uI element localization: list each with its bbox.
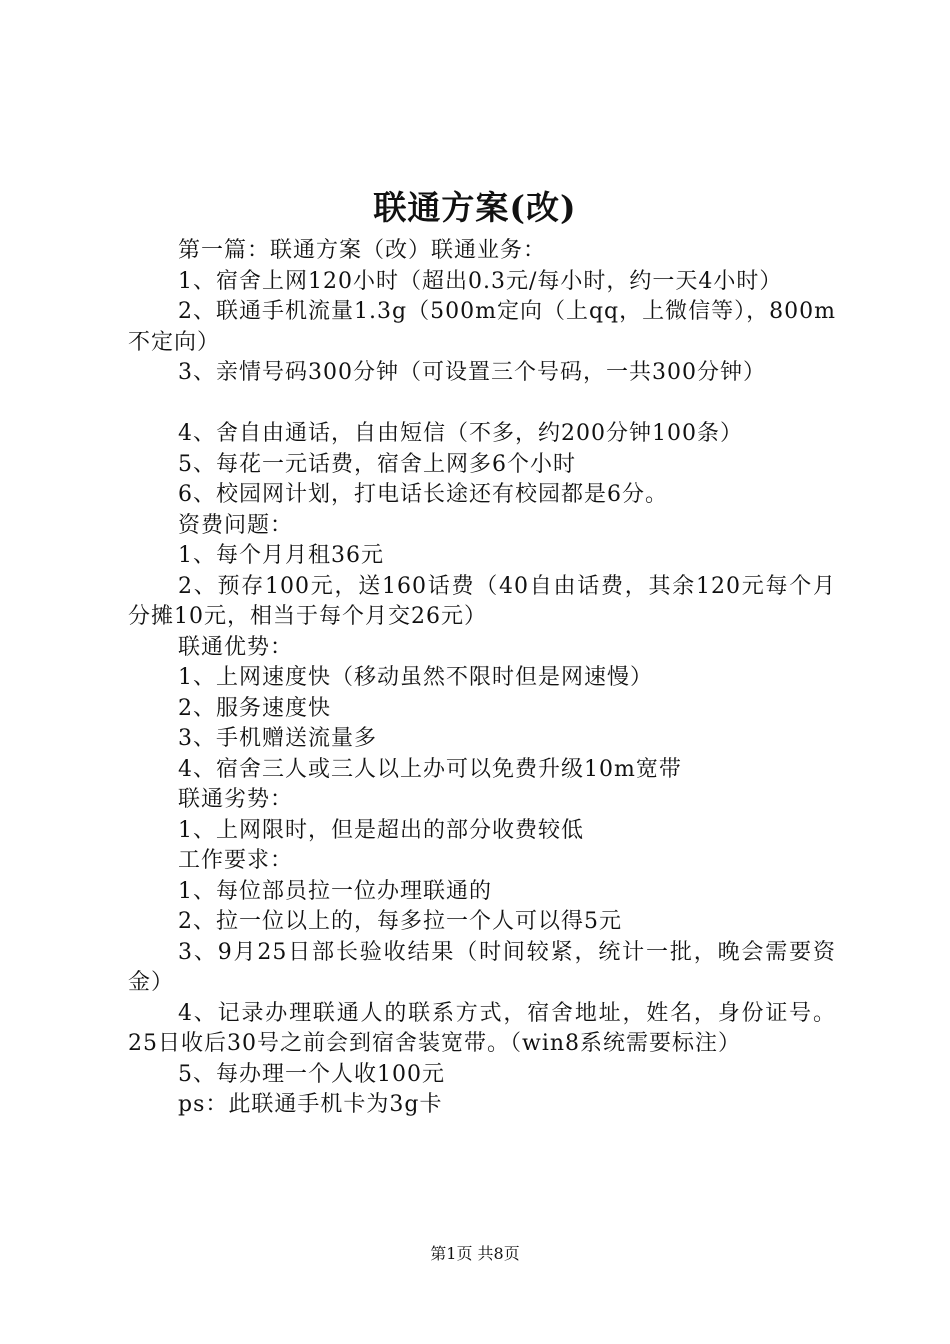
body-line: 联通劣势： [178,787,294,812]
body-paragraph: 2、联通手机流量1.3g（500m定向（上qq，上微信等），800m不定向） [128,299,836,355]
body-line: 4、舍自由通话，自由短信（不多，约200分钟100条） [178,421,743,446]
body-line: 2、拉一位以上的，每多拉一个人可以得5元 [178,909,622,934]
body-paragraph: 3、9月25日部长验收结果（时间较紧，统计一批，晚会需要资金） [128,939,836,995]
body-line: ps：此联通手机卡为3g卡 [178,1092,443,1117]
body-line: 1、上网限时，但是超出的部分收费较低 [178,817,584,843]
body-line: 1、每个月月租36元 [178,543,384,568]
page-footer: 第1页 共8页 [430,1244,520,1263]
body-line: 工作要求： [178,848,294,873]
body-line: 3、亲情号码300分钟（可设置三个号码，一共300分钟） [178,360,766,385]
body-line: 联通优势： [178,634,294,660]
body-line: 1、每位部员拉一位办理联通的 [178,878,492,904]
document-title: 联通方案(改) [373,188,577,227]
body-line: 3、手机赠送流量多 [178,726,377,751]
body-line: 2、服务速度快 [178,695,331,721]
body-line: 资费问题： [178,512,294,538]
body-line: 5、每办理一个人收100元 [178,1061,445,1087]
body-paragraph: 4、记录办理联通人的联系方式，宿舍地址，姓名，身份证号。25日收后30号之前会到宿舍装宽带。（win8系统需要标注） [128,1000,836,1056]
body-line: 5、每花一元话费，宿舍上网多6个小时 [178,451,576,477]
body-line: 第一篇：联通方案（改）联通业务： [178,238,547,263]
body-line: 1、上网速度快（移动虽然不限时但是网速慢） [178,665,653,690]
document-body [128,236,836,1121]
body-paragraph: 1、宿舍上网120小时（超出0.3元/每小时，约一天4小时） [178,268,783,294]
blank-line [128,389,836,420]
body-paragraph: 2、预存100元，送160话费（40自由话费，其余120元每个月分摊10元，相当于每个月交26元） [128,573,836,629]
body-line: 6、校园网计划，打电话长途还有校园都是6分。 [178,482,668,507]
body-line: 4、宿舍三人或三人以上办可以免费升级10m宽带 [178,756,682,782]
